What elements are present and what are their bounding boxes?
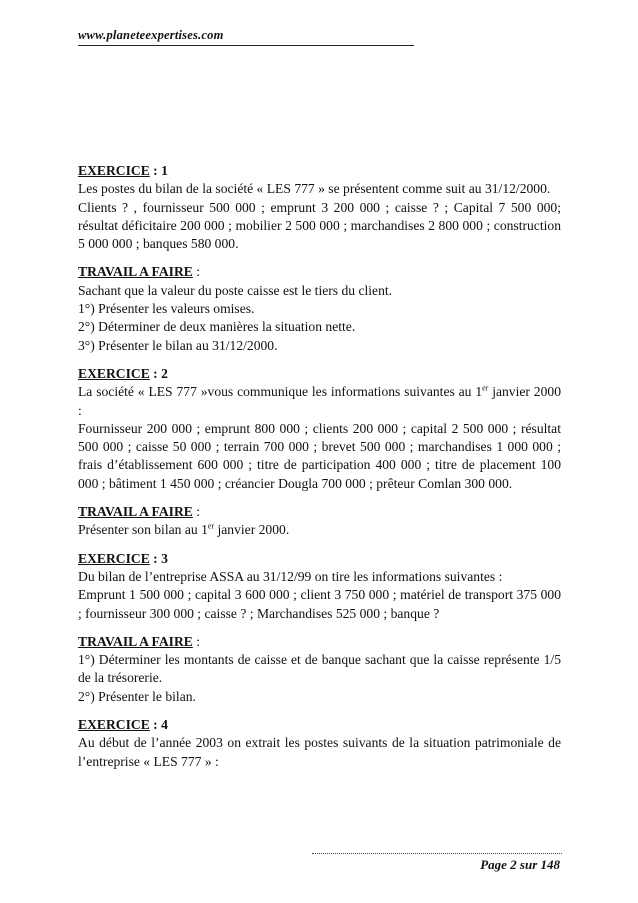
task-1-intro: Sachant que la valeur du poste caisse est le tiers du client. [78,282,393,298]
exercise-3-task [78,633,561,706]
exercise-3-heading: EXERCICE : 3 [78,550,168,566]
exercise-1-text: Les postes du bilan de la société « LES 777 » se présentent comme suit au 31/12/2000. [78,181,551,197]
exercise-3-text: Du bilan de l’entreprise ASSA au 31/12/99 on tire les informations suivantes : [78,568,503,584]
exercise-1-heading: EXERCICE : 1 [78,163,168,178]
exercise-4-heading: EXERCICE : 4 [78,717,168,733]
exercise-2-task [78,503,561,540]
page-number: Page 2 sur 148 [480,857,560,872]
task-3-q1: 1°) Déterminer les montants de caisse et de banque sachant que la caisse représente 1/5 de la trésorerie. [78,652,561,686]
exercise-1-list: Clients ? , fournisseur 500 000 ; emprunt 3 200 000 ; caisse ? ; Capital 7 500 000; résultat déficitaire 200 000 ; mobilier 2 500 000 ; marchandises 2 800 000 ; construction 5 000 000 ; banques 580 000. [78,199,561,252]
footer-divider [312,853,562,854]
task-3-q2: 2°) Présenter le bilan. [78,688,196,704]
task-3-heading: TRAVAIL A FAIRE : [78,633,201,649]
exercise-1-task [78,263,561,354]
exercise-2-list: Fournisseur 200 000 ; emprunt 800 000 ; clients 200 000 ; capital 2 500 000 ; résultat 500 000 ; caisse 50 000 ; terrain 700 000 ; brevet 500 000 ; marchandises 1 000 000 ; frais d’établissement 600 000 ; titre de participation 400 000 ; titre de placement 100 000 ; bâtiment 1 450 000 ; créancier Dougla 700 000 ; prêteur Comlan 300 000. [78,420,561,491]
exercise-2 [78,365,561,493]
task-1-q3: 3°) Présenter le bilan au 31/12/2000. [78,337,278,353]
task-2-question: Présenter son bilan au 1er janvier 2000. [78,521,290,538]
task-1-q2: 2°) Déterminer de deux manières la situation nette. [78,319,356,335]
task-1-heading: TRAVAIL A FAIRE : [78,264,201,280]
exercise-4 [78,716,561,771]
exercise-3 [78,550,561,623]
exercise-2-heading: EXERCICE : 2 [78,365,168,381]
task-1-q1: 1°) Présenter les valeurs omises. [78,301,255,317]
exercise-4-text: Au début de l’année 2003 on extrait les postes suivants de la situation patrimoniale de l’entreprise « LES 777 » : [78,735,561,769]
task-2-heading: TRAVAIL A FAIRE : [78,504,201,520]
exercise-2-text: La société « LES 777 »vous communique les informations suivantes au 1er janvier 2000 : [78,383,561,418]
site-header-url: www.planeteexpertises.com [78,28,414,46]
document-body [78,162,561,771]
exercise-3-list: Emprunt 1 500 000 ; capital 3 600 000 ; client 3 750 000 ; matériel de transport 375 000 ; fournisseur 300 000 ; caisse ? ; Marchandises 525 000 ; banque ? [78,587,561,621]
